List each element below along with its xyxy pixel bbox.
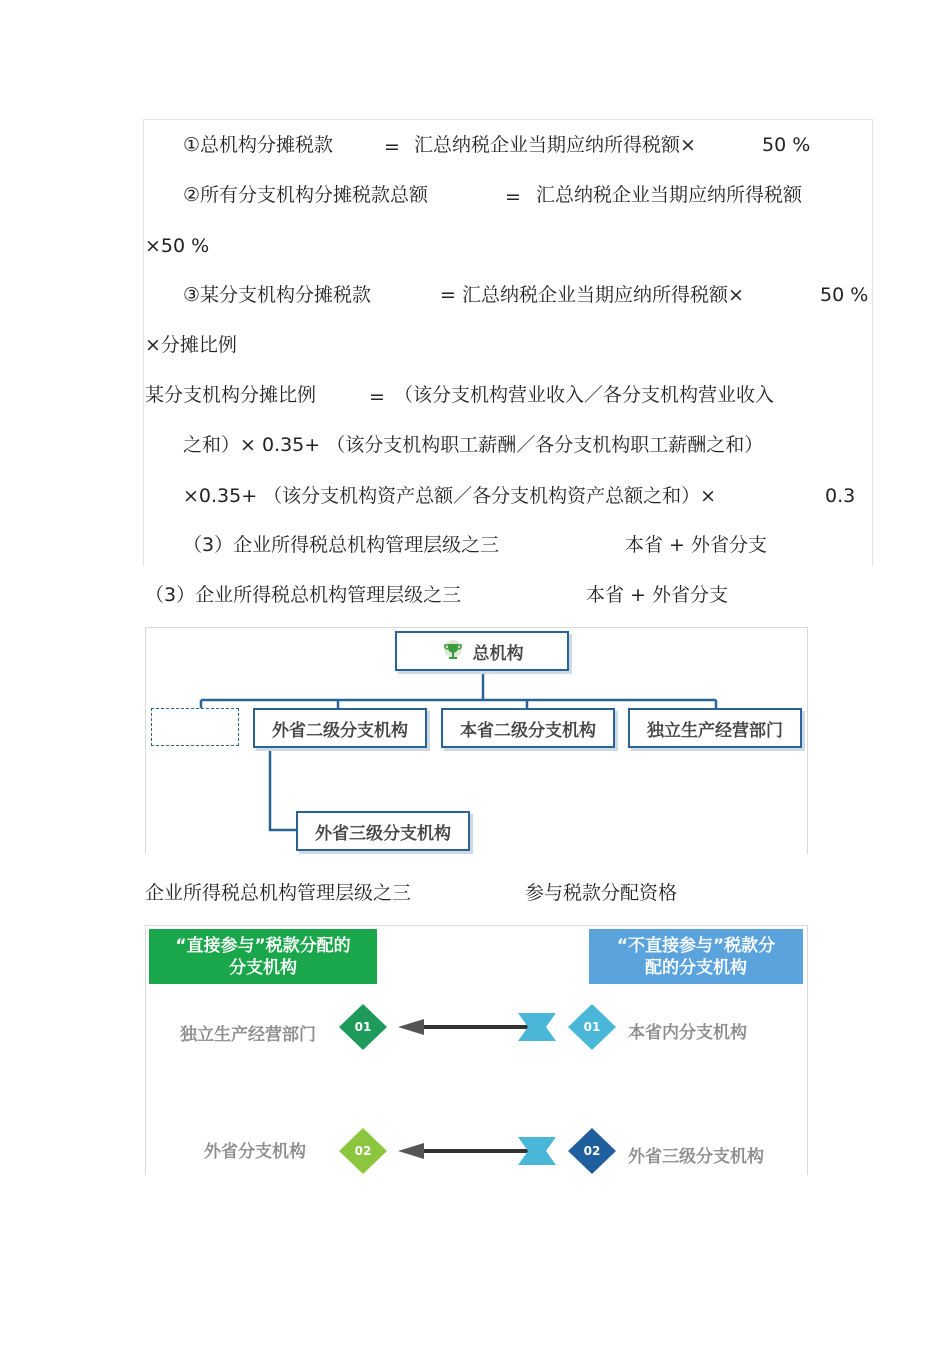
indirect-header-line-1: “不直接参与”税款分	[616, 935, 776, 956]
formula-4-num: 0.3	[825, 485, 856, 507]
inner-heading-left: （3）企业所得税总机构管理层级之三	[183, 534, 500, 556]
row1-left-label: 独立生产经营部门	[180, 1025, 316, 1045]
direct-header-line-1: “直接参与”税款分配的	[175, 935, 351, 956]
formula-4-line2: 之和）× 0.35+ （该分支机构职工薪酬／各分支机构职工薪酬之和）	[183, 434, 764, 456]
inner-heading-right: 本省 + 外省分支	[625, 534, 767, 556]
formula-3-pct: 50 %	[820, 284, 869, 306]
badge-row2-right: 02	[583, 1144, 601, 1158]
row-1-arrow-icon	[398, 1013, 556, 1041]
org-level2-label-3: 独立生产经营部门	[647, 720, 783, 741]
section-heading-1-left: （3）企业所得税总机构管理层级之三	[145, 584, 462, 606]
org-level2-box-2	[441, 708, 615, 748]
formula-2-cont: ×50 %	[145, 235, 210, 257]
formula-2-right: 汇总纳税企业当期应纳所得税额	[536, 184, 803, 206]
org-root-label: 总机构	[472, 643, 524, 664]
formula-3-cont: ×分摊比例	[145, 334, 237, 356]
formula-1-pct: 50 %	[762, 134, 811, 156]
badge-row2-left: 02	[354, 1144, 372, 1158]
row1-right-label: 本省内分支机构	[628, 1023, 747, 1043]
row2-left-label: 外省分支机构	[204, 1142, 306, 1162]
section-heading-2-left: 企业所得税总机构管理层级之三	[145, 882, 412, 904]
indirect-header-line-2: 配的分支机构	[644, 957, 747, 978]
row-2-arrow-icon	[398, 1137, 556, 1165]
org-level3-label: 外省三级分支机构	[315, 823, 451, 844]
org-level2-box-3	[628, 708, 802, 748]
formula-3-left: ③某分支机构分摊税款	[183, 284, 372, 306]
qualification-diagram	[145, 925, 808, 1175]
org-chart	[145, 627, 808, 854]
org-empty-box	[151, 708, 239, 746]
formula-4-line3: ×0.35+ （该分支机构资产总额／各分支机构资产总额之和）×	[183, 485, 717, 507]
org-level2-label-1: 外省二级分支机构	[272, 720, 408, 741]
formula-2-eq: =	[505, 186, 521, 208]
section-heading-2-right: 参与税款分配资格	[525, 882, 678, 904]
formula-4-eq: =	[369, 386, 385, 408]
formula-1-left: ①总机构分摊税款	[183, 134, 334, 156]
formula-4-left: 某分支机构分摊比例	[145, 384, 317, 406]
org-level2-label-2: 本省二级分支机构	[460, 720, 596, 741]
formula-1-eq: =	[384, 136, 400, 158]
formula-1-right: 汇总纳税企业当期应纳所得税额×	[414, 134, 696, 156]
badge-row1-left: 01	[354, 1020, 372, 1034]
row2-right-label: 外省三级分支机构	[628, 1147, 764, 1167]
org-level3-box	[296, 811, 470, 851]
formula-4-right: （该分支机构营业收入／各分支机构营业收入	[394, 384, 775, 406]
org-level2-box-1	[253, 708, 427, 748]
direct-header-line-2: 分支机构	[228, 957, 297, 978]
trophy-icon	[441, 639, 465, 663]
section-heading-1-right: 本省 + 外省分支	[586, 584, 728, 606]
formula-2-left: ②所有分支机构分摊税款总额	[183, 184, 429, 206]
org-root-box	[395, 631, 569, 671]
badge-row1-right: 01	[583, 1020, 601, 1034]
formula-3-right: = 汇总纳税企业当期应纳所得税额×	[440, 284, 744, 306]
